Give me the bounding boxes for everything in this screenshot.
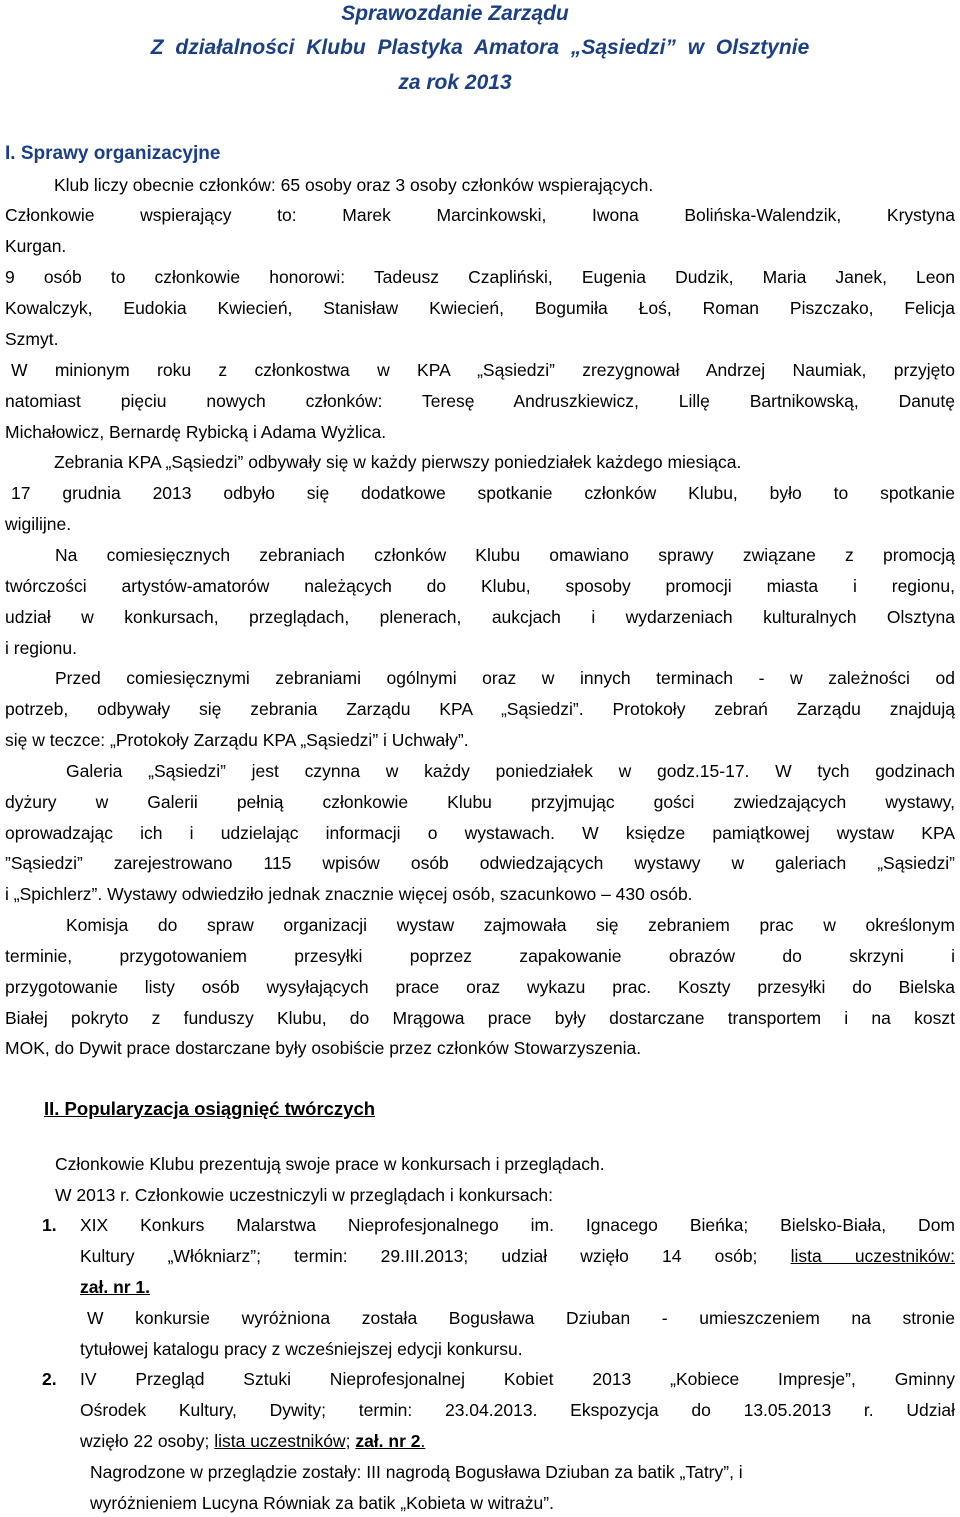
text-line: W minionym roku z członkostwa w KPA „Sąsiedzi” zrezygnował Andrzej Naumiak, przyjęto bbox=[11, 360, 955, 380]
text-segment: . bbox=[420, 1431, 426, 1451]
text-line: przygotowanie listy osób wysyłających prace oraz wykazu prac. Koszty przesyłki do Bielska bbox=[5, 977, 955, 997]
text-line: Galeria „Sąsiedzi” jest czynna w każdy poniedziałek w godz.15-17. W tych godzinach bbox=[66, 761, 955, 781]
text-line: i „Spichlerz”. Wystawy odwiedziło jednak znacznie więcej osób, szacunkowo – 430 osób. bbox=[5, 884, 693, 904]
report-subtitle: Z działalności Klubu Plastyka Amatora „Sąsiedzi” w Olsztynie bbox=[150, 36, 810, 59]
text-segment: wzięło 22 osoby; bbox=[80, 1431, 210, 1451]
text-line: MOK, do Dywit prace dostarczane były osobiście przez członków Stowarzyszenia. bbox=[5, 1038, 642, 1058]
text-line: 17 grudnia 2013 odbyło się dodatkowe spotkanie członków Klubu, było to spotkanie bbox=[11, 483, 955, 503]
list-item-number: 1. bbox=[42, 1215, 57, 1235]
text-line: Kurgan. bbox=[5, 236, 67, 256]
text-line: W konkursie wyróżniona została Bogusława Dziuban - umieszczeniem na stronie bbox=[87, 1308, 955, 1328]
text-line: Członkowie wspierający to: Marek Marcinkowski, Iwona Bolińska-Walendzik, Krystyna bbox=[5, 205, 955, 225]
report-title: Sprawozdanie Zarządu bbox=[341, 2, 569, 25]
text-segment: Kultury „Włókniarz”; termin: 29.III.2013; udział wzięło 14 osób; bbox=[80, 1246, 758, 1266]
report-year: za rok 2013 bbox=[398, 71, 512, 94]
text-line: terminie, przygotowaniem przesyłki poprzez zapakowanie obrazów do skrzyni i bbox=[5, 946, 955, 966]
text-line: dyżury w Galerii pełnią członkowie Klubu przyjmując gości zwiedzających wystawy, bbox=[5, 792, 955, 812]
text-line bbox=[80, 1431, 425, 1452]
text-line: Kowalczyk, Eudokia Kwiecień, Stanisław Kwiecień, Bogumiła Łoś, Roman Piszczako, Felicja bbox=[5, 298, 955, 318]
text-line: wyróżnieniem Lucyna Równiak za batik „Kobieta w witrażu”. bbox=[90, 1493, 554, 1513]
text-line: i regionu. bbox=[5, 638, 77, 658]
text-line: potrzeb, odbywały się zebrania Zarządu KPA „Sąsiedzi”. Protokoły zebrań Zarządu znajdują bbox=[5, 699, 955, 719]
participants-list-link-1[interactable]: lista uczestników: bbox=[790, 1246, 955, 1266]
text-line: ”Sąsiedzi” zarejestrowano 115 wpisów osób odwiedzających wystawy w galeriach „Sąsiedzi” bbox=[5, 853, 955, 873]
text-line: twórczości artystów-amatorów należących do Klubu, sposoby promocji miasta i regionu, bbox=[5, 576, 955, 596]
attachment-ref-2[interactable]: zał. nr 2 bbox=[355, 1431, 421, 1451]
text-line: wigilijne. bbox=[5, 514, 72, 534]
section-2-heading: II. Popularyzacja osiągnięć twórczych bbox=[44, 1098, 376, 1119]
list-item-number: 2. bbox=[42, 1369, 57, 1389]
text-line: Nagrodzone w przeglądzie zostały: III nagrodą Bogusława Dziuban za batik „Tatry”, i bbox=[90, 1462, 743, 1482]
text-line: tytułowej katalogu pracy z wcześniejszej edycji konkursu. bbox=[80, 1339, 523, 1359]
text-line: Klub liczy obecnie członków: 65 osoby oraz 3 osoby członków wspierających. bbox=[54, 175, 654, 195]
text-line: oprowadzając ich i udzielając informacji o wystawach. W księdze pamiątkowej wystaw KPA bbox=[5, 823, 955, 843]
text-line: Białej pokryto z funduszy Klubu, do Mrągowa prace były dostarczane transportem i na koszt bbox=[5, 1008, 955, 1028]
text-line bbox=[80, 1246, 955, 1267]
section-1-heading: I. Sprawy organizacyjne bbox=[5, 143, 221, 164]
attachment-ref-1[interactable]: zał. nr 1. bbox=[80, 1277, 151, 1297]
text-line: Zebrania KPA „Sąsiedzi” odbywały się w każdy pierwszy poniedziałek każdego miesiąca. bbox=[54, 452, 742, 472]
text-line: Na comiesięcznych zebraniach członków Klubu omawiano sprawy związane z promocją bbox=[55, 545, 955, 565]
text-line: W 2013 r. Członkowie uczestniczyli w przeglądach i konkursach: bbox=[55, 1185, 553, 1205]
participants-list-link-2[interactable]: lista uczestników; bbox=[214, 1431, 351, 1451]
text-line: udział w konkursach, przeglądach, plenerach, aukcjach i wydarzeniach kulturalnych Olsztyna bbox=[5, 607, 955, 627]
text-line: natomiast pięciu nowych członków: Teresę Andruszkiewicz, Lillę Bartnikowską, Danutę bbox=[5, 391, 955, 411]
text-line: Przed comiesięcznymi zebraniami ogólnymi oraz w innych terminach - w zależności od bbox=[55, 668, 955, 688]
text-line: Komisja do spraw organizacji wystaw zajmowała się zebraniem prac w określonym bbox=[66, 915, 955, 935]
text-line: Ośrodek Kultury, Dywity; termin: 23.04.2013. Ekspozycja do 13.05.2013 r. Udział bbox=[80, 1400, 955, 1420]
text-line: Członkowie Klubu prezentują swoje prace w konkursach i przeglądach. bbox=[55, 1154, 605, 1174]
text-line: Szmyt. bbox=[5, 329, 59, 349]
text-line: się w teczce: „Protokoły Zarządu KPA „Sąsiedzi” i Uchwały”. bbox=[5, 730, 469, 750]
text-line: IV Przegląd Sztuki Nieprofesjonalnej Kobiet 2013 „Kobiece Impresje”, Gminny bbox=[80, 1369, 955, 1389]
text-line: 9 osób to członkowie honorowi: Tadeusz Czapliński, Eugenia Dudzik, Maria Janek, Leon bbox=[5, 267, 955, 287]
text-line: Michałowicz, Bernardę Rybicką i Adama Wyżlica. bbox=[5, 422, 387, 442]
text-line: XIX Konkurs Malarstwa Nieprofesjonalnego im. Ignacego Bieńka; Bielsko-Biała, Dom bbox=[80, 1215, 955, 1235]
